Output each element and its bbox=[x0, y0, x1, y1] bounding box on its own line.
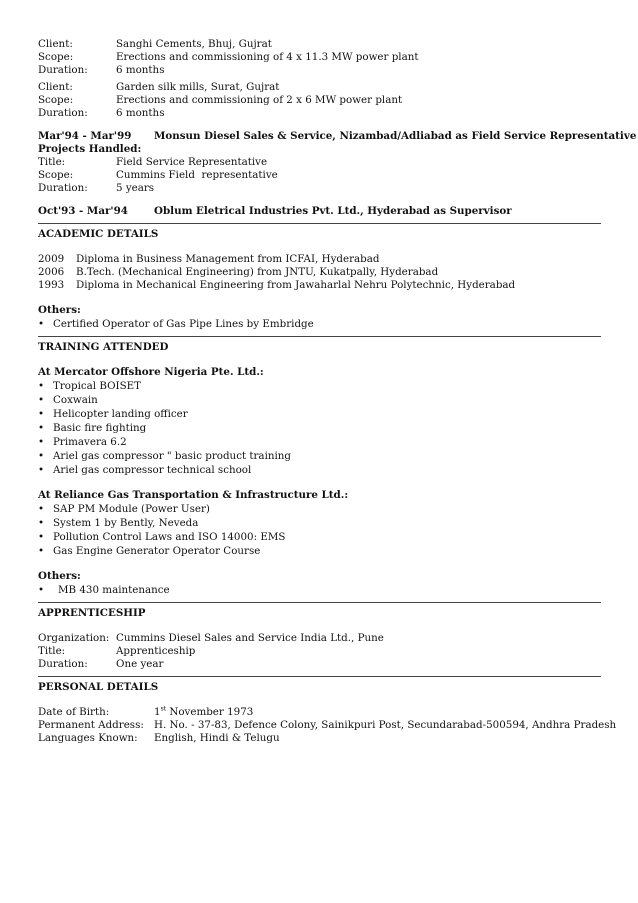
apprenticeship-heading: APPRENTICESHIP bbox=[38, 607, 146, 619]
list-item: • MB 430 maintenance bbox=[38, 584, 170, 596]
list-item: • System 1 by Bently, Neveda bbox=[38, 517, 199, 529]
academic-heading: ACADEMIC DETAILS bbox=[38, 228, 159, 240]
duration-value: 6 months bbox=[116, 64, 165, 76]
training-heading: TRAINING ATTENDED bbox=[38, 341, 169, 353]
academic-item bbox=[38, 266, 600, 279]
address-label: Permanent Address: bbox=[38, 719, 144, 731]
scope-label: Scope: bbox=[38, 94, 74, 106]
client-value: Sanghi Cements, Bhuj, Gujrat bbox=[116, 38, 272, 50]
personal-heading: PERSONAL DETAILS bbox=[38, 681, 159, 693]
academic-text: Diploma in Mechanical Engineering from Jawaharlal Nehru Polytechnic, Hyderabad bbox=[76, 279, 516, 291]
training-others-heading: Others: bbox=[38, 570, 81, 582]
title-value: Field Service Representative bbox=[116, 156, 268, 168]
list-item: • Pollution Control Laws and ISO 14000: EMS bbox=[38, 531, 286, 543]
list-item: • Helicopter landing officer bbox=[38, 408, 188, 420]
bullet-icon: • bbox=[38, 584, 45, 596]
academic-item bbox=[38, 279, 600, 292]
job-company: Oblum Eletrical Industries Pvt. Ltd., Hyderabad as Supervisor bbox=[154, 205, 512, 217]
job-oblum bbox=[38, 205, 600, 218]
list-item: • Basic fire fighting bbox=[38, 422, 147, 434]
project-block bbox=[38, 81, 600, 120]
duration-label: Duration: bbox=[38, 658, 88, 670]
projects-handled-heading: Projects Handled: bbox=[38, 143, 142, 155]
list-item: • Ariel gas compressor " basic product training bbox=[38, 450, 292, 462]
list-item: • Primavera 6.2 bbox=[38, 436, 127, 448]
list-item: • Ariel gas compressor technical school bbox=[38, 464, 252, 476]
resume-page bbox=[38, 38, 637, 745]
reliance-heading: At Reliance Gas Transportation & Infrastructure Ltd.: bbox=[38, 489, 349, 501]
job-monsun bbox=[38, 130, 637, 195]
duration-value: 5 years bbox=[116, 182, 155, 194]
bullet-icon: • bbox=[38, 408, 45, 420]
bullet-icon: • bbox=[38, 380, 45, 392]
reliance-list bbox=[38, 502, 600, 558]
duration-label: Duration: bbox=[38, 107, 88, 119]
title-label: Title: bbox=[38, 645, 66, 657]
address-value: H. No. - 37-83, Defence Colony, Sainikpuri Post, Secundarabad-500594, Andhra Pradesh bbox=[154, 719, 617, 731]
dob-value: 1st November 1973 bbox=[154, 705, 254, 718]
academic-others-heading: Others: bbox=[38, 304, 81, 316]
title-value: Apprenticeship bbox=[116, 645, 196, 657]
academic-year: 2009 bbox=[38, 253, 65, 265]
academic-list bbox=[38, 253, 600, 292]
list-item: • SAP PM Module (Power User) bbox=[38, 503, 210, 515]
job-period: Oct'93 - Mar'94 bbox=[38, 205, 128, 217]
bullet-icon: • bbox=[38, 531, 45, 543]
list-item: • Certified Operator of Gas Pipe Lines by Embridge bbox=[38, 318, 314, 330]
academic-text: Diploma in Business Management from ICFAI, Hyderabad bbox=[76, 253, 380, 265]
project-block bbox=[38, 38, 600, 77]
title-label: Title: bbox=[38, 156, 66, 168]
organization-value: Cummins Diesel Sales and Service India Ltd., Pune bbox=[116, 632, 384, 644]
bullet-icon: • bbox=[38, 422, 45, 434]
duration-label: Duration: bbox=[38, 182, 88, 194]
bullet-icon: • bbox=[38, 450, 45, 462]
duration-label: Duration: bbox=[38, 64, 88, 76]
academic-year: 2006 bbox=[38, 266, 65, 278]
scope-value: Erections and commissioning of 2 x 6 MW power plant bbox=[116, 94, 403, 106]
client-label: Client: bbox=[38, 38, 73, 50]
bullet-icon: • bbox=[38, 394, 45, 406]
bullet-icon: • bbox=[38, 318, 45, 330]
job-company: Monsun Diesel Sales & Service, Nizambad/Adliabad as Field Service Representative bbox=[154, 130, 637, 142]
scope-value: Cummins Field representative bbox=[116, 169, 278, 181]
languages-value: English, Hindi & Telugu bbox=[154, 732, 280, 744]
dob-label: Date of Birth: bbox=[38, 706, 110, 718]
job-period: Mar'94 - Mar'99 bbox=[38, 130, 132, 142]
scope-label: Scope: bbox=[38, 169, 74, 181]
academic-item bbox=[38, 253, 600, 266]
languages-label: Languages Known: bbox=[38, 732, 138, 744]
academic-text: B.Tech. (Mechanical Engineering) from JNTU, Kukatpally, Hyderabad bbox=[76, 266, 439, 278]
duration-value: One year bbox=[116, 658, 164, 670]
mercator-heading: At Mercator Offshore Nigeria Pte. Ltd.: bbox=[38, 366, 264, 378]
list-item: • Tropical BOISET bbox=[38, 380, 142, 392]
scope-value: Erections and commissioning of 4 x 11.3 MW power plant bbox=[116, 51, 419, 63]
scope-label: Scope: bbox=[38, 51, 74, 63]
client-label: Client: bbox=[38, 81, 73, 93]
bullet-icon: • bbox=[38, 503, 45, 515]
academic-year: 1993 bbox=[38, 279, 65, 291]
mercator-list bbox=[38, 379, 600, 477]
duration-value: 6 months bbox=[116, 107, 165, 119]
list-item: • Gas Engine Generator Operator Course bbox=[38, 545, 261, 557]
organization-label: Organization: bbox=[38, 632, 110, 644]
client-value: Garden silk mills, Surat, Gujrat bbox=[116, 81, 280, 93]
bullet-icon: • bbox=[38, 517, 45, 529]
bullet-icon: • bbox=[38, 436, 45, 448]
bullet-icon: • bbox=[38, 464, 45, 476]
list-item: • Coxwain bbox=[38, 394, 98, 406]
bullet-icon: • bbox=[38, 545, 45, 557]
